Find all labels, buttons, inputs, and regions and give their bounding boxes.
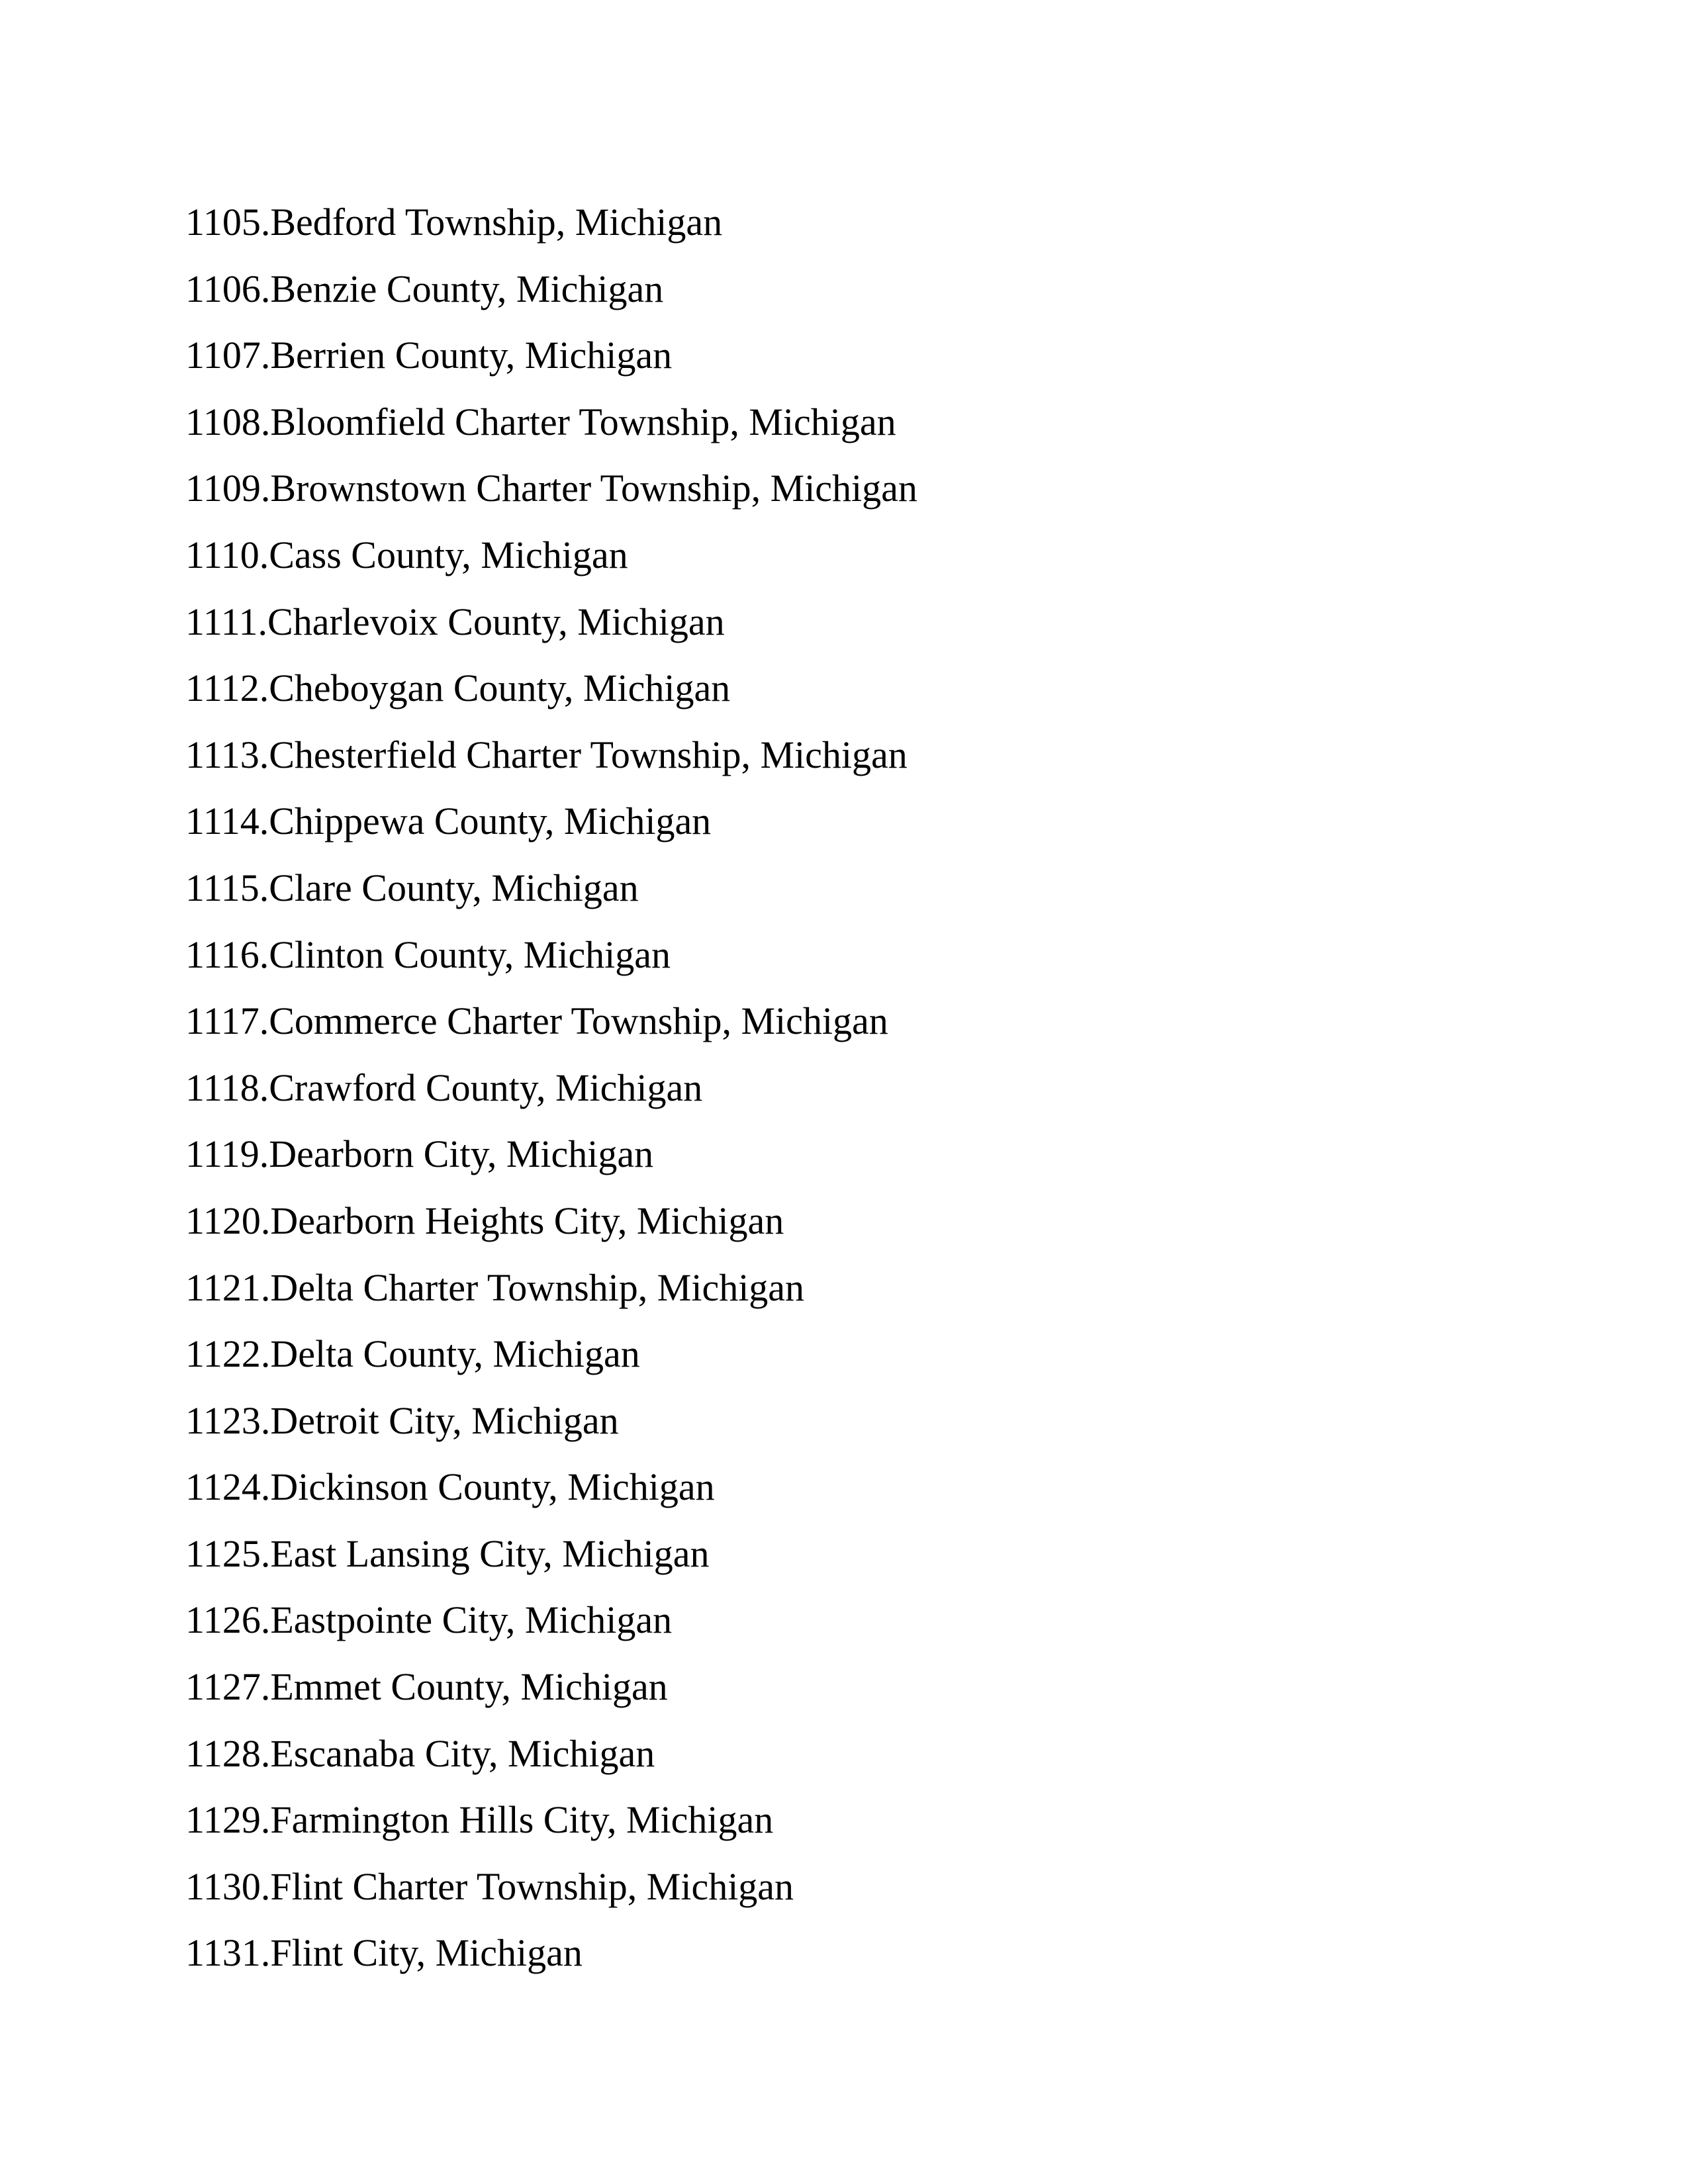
list-item: 1113.Chesterfield Charter Township, Michigan	[185, 733, 908, 776]
list-item: 1108.Bloomfield Charter Township, Michigan	[185, 400, 896, 443]
list-item: 1128.Escanaba City, Michigan	[185, 1731, 655, 1775]
list-item: 1106.Benzie County, Michigan	[185, 267, 664, 310]
list-item: 1118.Crawford County, Michigan	[185, 1066, 703, 1109]
list-item: 1112.Cheboygan County, Michigan	[185, 666, 731, 710]
entry-list	[185, 195, 917, 1993]
list-item: 1107.Berrien County, Michigan	[185, 334, 673, 377]
list-item: 1130.Flint Charter Township, Michigan	[185, 1864, 794, 1908]
list-item: 1131.Flint City, Michigan	[185, 1931, 583, 1975]
list-item: 1123.Detroit City, Michigan	[185, 1398, 619, 1442]
list-item: 1129.Farmington Hills City, Michigan	[185, 1798, 774, 1842]
list-item: 1109.Brownstown Charter Township, Michigan	[185, 467, 917, 510]
list-item: 1122.Delta County, Michigan	[185, 1332, 640, 1376]
list-item: 1124.Dickinson County, Michigan	[185, 1465, 715, 1509]
list-item: 1119.Dearborn City, Michigan	[185, 1132, 654, 1176]
list-item: 1121.Delta Charter Township, Michigan	[185, 1265, 805, 1309]
list-item: 1111.Charlevoix County, Michigan	[185, 600, 725, 643]
list-item: 1110.Cass County, Michigan	[185, 533, 628, 576]
list-item: 1114.Chippewa County, Michigan	[185, 799, 712, 843]
list-item: 1105.Bedford Township, Michigan	[185, 201, 723, 244]
list-item: 1125.East Lansing City, Michigan	[185, 1531, 710, 1575]
list-item: 1117.Commerce Charter Township, Michigan	[185, 999, 888, 1043]
list-item: 1127.Emmet County, Michigan	[185, 1665, 668, 1709]
list-item: 1116.Clinton County, Michigan	[185, 933, 671, 976]
list-item: 1120.Dearborn Heights City, Michigan	[185, 1199, 784, 1242]
list-item: 1115.Clare County, Michigan	[185, 866, 639, 909]
list-item: 1126.Eastpointe City, Michigan	[185, 1598, 673, 1642]
